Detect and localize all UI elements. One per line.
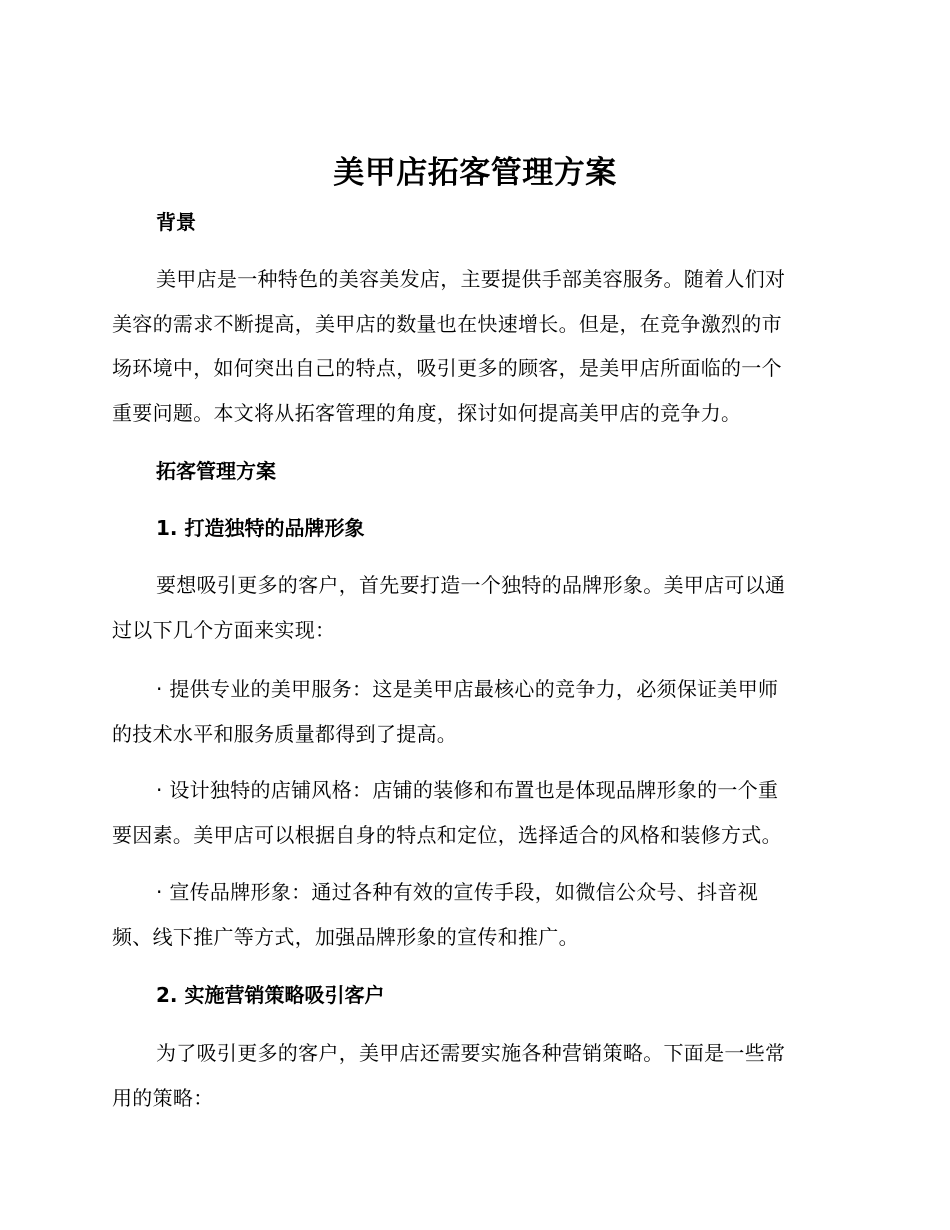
paragraph-line: · 宣传品牌形象：通过各种有效的宣传手段，如微信公众号、抖音视 <box>156 880 759 904</box>
section-heading-plan: 拓客管理方案 <box>156 459 276 483</box>
paragraph-line: 的技术水平和服务质量都得到了提高。 <box>112 721 458 746</box>
paragraph-line: 美容的需求不断提高，美甲店的数量也在快速增长。但是，在竞争激烈的市 <box>112 311 782 336</box>
marketing-intro-paragraph <box>112 1031 847 1120</box>
background-paragraph <box>112 257 847 435</box>
section-heading-background: 背景 <box>156 210 196 234</box>
paragraph-line: 频、线下推广等方式，加强品牌形象的宣传和推广。 <box>112 924 579 949</box>
paragraph-line: 要因素。美甲店可以根据自身的特点和定位，选择适合的风格和装修方式。 <box>112 822 782 847</box>
subsection-heading-brand: 1. 打造独特的品牌形象 <box>156 516 365 540</box>
bullet-brand-promotion <box>112 870 847 959</box>
paragraph-line: 美甲店是一种特色的美容美发店，主要提供手部美容服务。随着人们对 <box>156 267 786 291</box>
subsection-heading-marketing: 2. 实施营销策略吸引客户 <box>156 983 385 1007</box>
bullet-professional-service <box>112 667 847 756</box>
bullet-store-style <box>112 768 847 857</box>
paragraph-line: · 提供专业的美甲服务：这是美甲店最核心的竞争力，必须保证美甲师 <box>156 677 779 701</box>
paragraph-line: 重要问题。本文将从拓客管理的角度，探讨如何提高美甲店的竞争力。 <box>112 400 742 425</box>
paragraph-line: 过以下几个方面来实现： <box>112 617 336 642</box>
paragraph-line: 场环境中，如何突出自己的特点，吸引更多的顾客，是美甲店所面临的一个 <box>112 356 782 380</box>
paragraph-line: 用的策略： <box>112 1085 214 1110</box>
document-title: 美甲店拓客管理方案 <box>333 155 617 191</box>
paragraph-line: 要想吸引更多的客户，首先要打造一个独特的品牌形象。美甲店可以通 <box>156 573 786 597</box>
paragraph-line: · 设计独特的店铺风格：店铺的装修和布置也是体现品牌形象的一个重 <box>156 778 779 802</box>
brand-intro-paragraph <box>112 563 847 652</box>
paragraph-line: 为了吸引更多的客户，美甲店还需要实施各种营销策略。下面是一些常 <box>156 1041 786 1065</box>
